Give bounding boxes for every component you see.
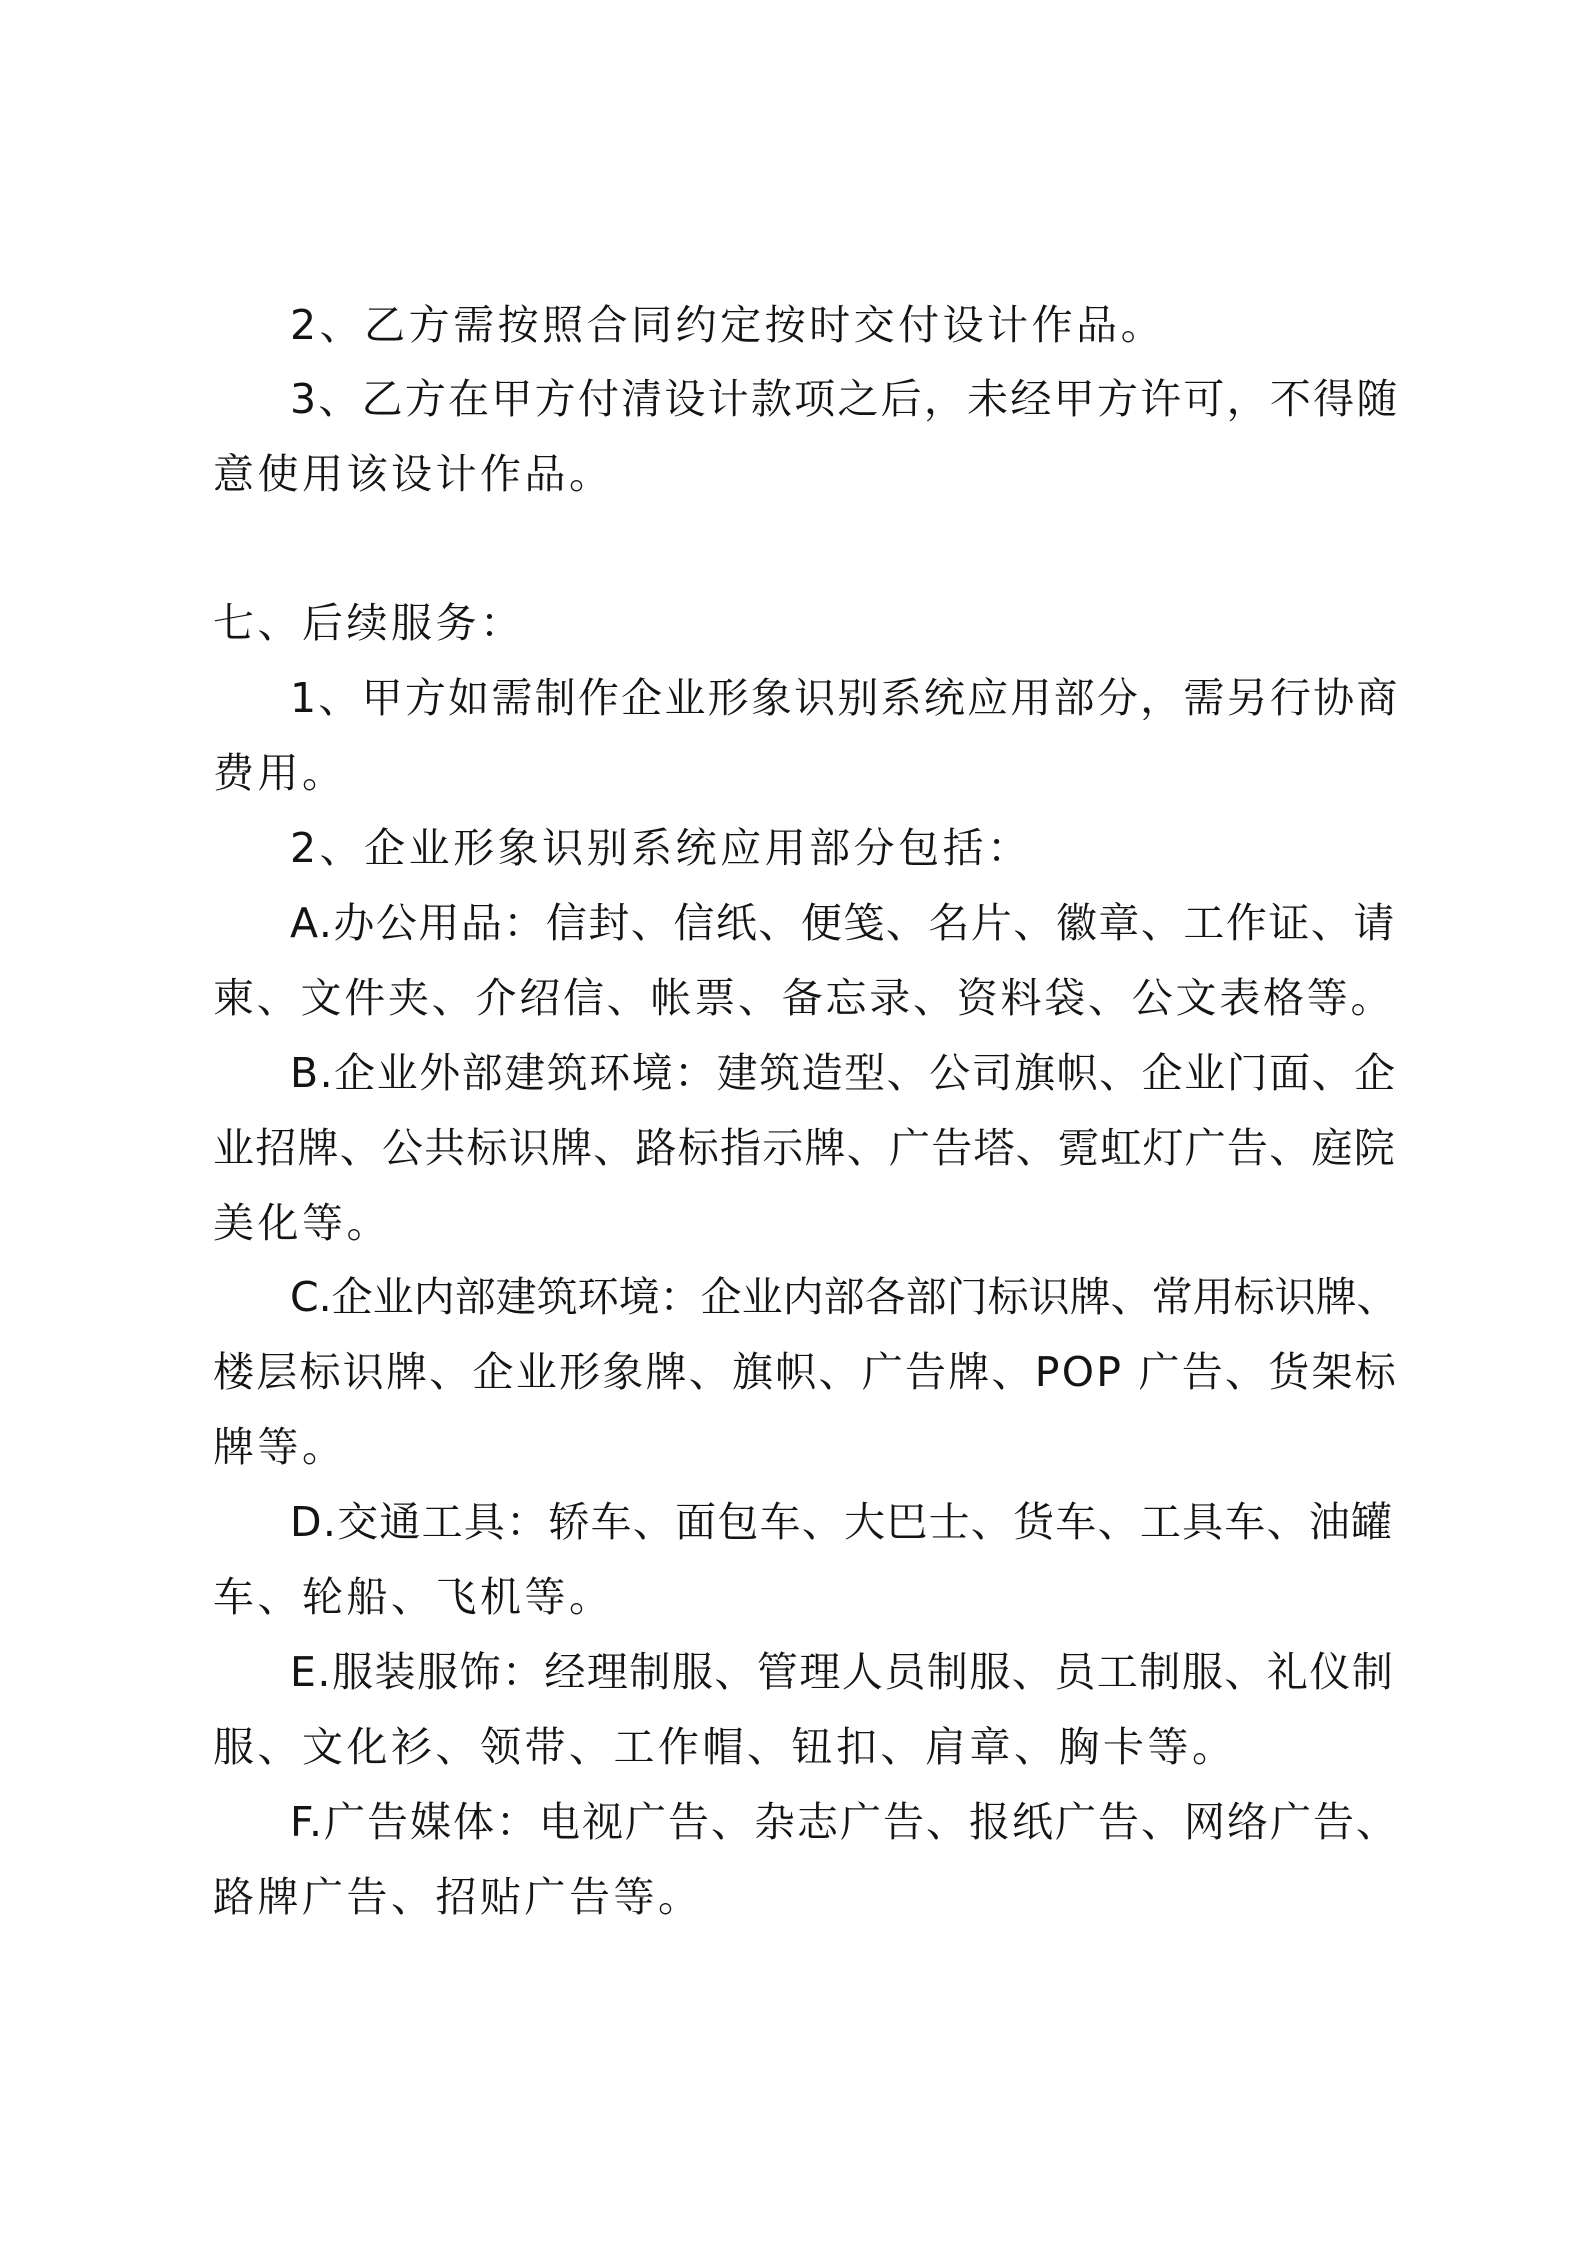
item-a-line-1: A.办公用品：信封、信纸、便笺、名片、徽章、工作证、请: [290, 899, 1396, 947]
item-c-line-1: C.企业内部建筑环境：企业内部各部门标识牌、常用标识牌、: [290, 1273, 1398, 1321]
item-a-line-2: 柬、文件夹、介绍信、帐票、备忘录、资料袋、公文表格等。: [213, 974, 1395, 1022]
item-b-line-3: 美化等。: [213, 1199, 391, 1247]
item-d-line-2: 车、轮船、飞机等。: [213, 1573, 614, 1621]
item-b-line-1: B.企业外部建筑环境：建筑造型、公司旗帜、企业门面、企: [290, 1049, 1397, 1097]
clause-6-3-line-2: 意使用该设计作品。: [213, 450, 614, 498]
section-7-heading: 七、后续服务：: [213, 599, 525, 647]
clause-7-1-line-2: 费用。: [213, 749, 347, 797]
item-f-line-1: F.广告媒体：电视广告、杂志广告、报纸广告、网络广告、: [290, 1798, 1400, 1846]
item-c-line-2: 楼层标识牌、企业形象牌、旗帜、广告牌、POP 广告、货架标: [213, 1348, 1398, 1396]
item-e-line-2: 服、文化衫、领带、工作帽、钮扣、肩章、胸卡等。: [213, 1723, 1237, 1771]
clause-7-2-line-1: 2、企业形象识别系统应用部分包括：: [290, 824, 1032, 872]
clause-6-2-line-1: 2、乙方需按照合同约定按时交付设计作品。: [290, 301, 1166, 349]
item-f-line-2: 路牌广告、招贴广告等。: [213, 1873, 703, 1921]
item-b-line-2: 业招牌、公共标识牌、路标指示牌、广告塔、霓虹灯广告、庭院: [213, 1124, 1396, 1172]
item-e-line-1: E.服装服饰：经理制服、管理人员制服、员工制服、礼仪制: [290, 1648, 1395, 1696]
item-d-line-1: D.交通工具：轿车、面包车、大巴士、货车、工具车、油罐: [290, 1498, 1394, 1546]
clause-7-1-line-1: 1、甲方如需制作企业形象识别系统应用部分，需另行协商: [290, 674, 1400, 722]
item-c-line-3: 牌等。: [213, 1423, 347, 1471]
clause-6-3-line-1: 3、乙方在甲方付清设计款项之后，未经甲方许可，不得随: [290, 375, 1400, 423]
